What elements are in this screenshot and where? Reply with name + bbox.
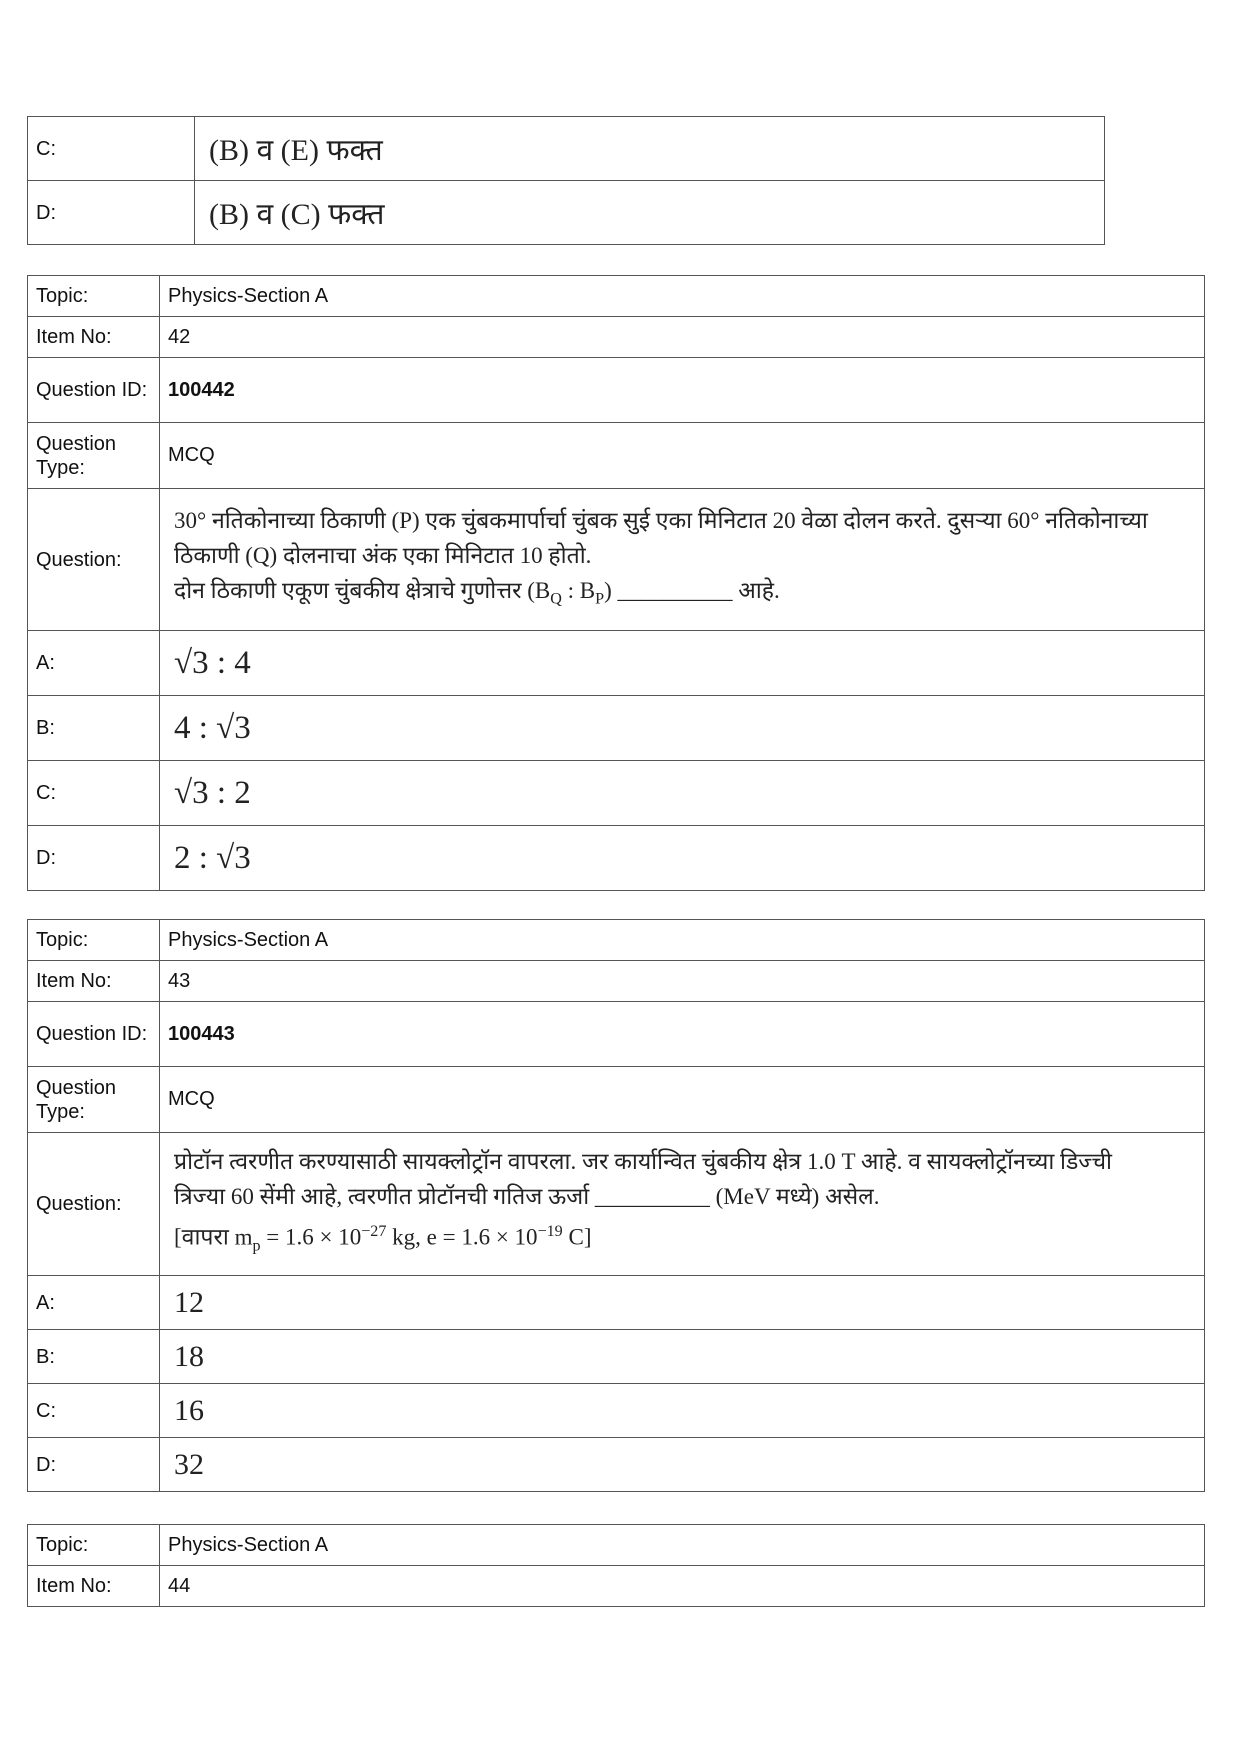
- question-line-3: [174, 573, 1196, 617]
- question-44-table: [27, 1524, 1205, 1607]
- question-id-label: Question ID:: [28, 358, 160, 423]
- question-id-label: Question ID:: [28, 1002, 160, 1067]
- question-line-3-pre: दोन ठिकाणी एकूण चुंबकीय क्षेत्राचे गुणोत्तर (B: [174, 577, 551, 603]
- option-d-label: D:: [28, 1438, 160, 1492]
- superscript-exponent-1: −27: [361, 1223, 387, 1241]
- option-b-text: 18: [160, 1330, 1205, 1384]
- option-row-c: [28, 1384, 1205, 1438]
- question-line-3-mid: : B: [561, 577, 596, 603]
- question-43-table: [27, 919, 1205, 1492]
- option-row-d: [28, 181, 1105, 245]
- option-c-text: 16: [160, 1384, 1205, 1438]
- option-label: D:: [28, 181, 195, 245]
- option-row-d: [28, 1438, 1205, 1492]
- superscript-exponent-2: −19: [537, 1223, 563, 1241]
- question-row: [28, 489, 1205, 631]
- question-line-1: 30° नतिकोनाच्या ठिकाणी (P) एक चुंबकमार्पार्चा चुंबक सुई एका मिनिटात 20 वेळा दोलन करते. दुसऱ्या 60° नतिकोनाच्या: [174, 507, 1148, 533]
- question-label: Question:: [28, 489, 160, 631]
- option-text: (B) व (E) फक्त: [195, 117, 1105, 181]
- topic-value: Physics-Section A: [160, 920, 1205, 961]
- option-b-label: B:: [28, 696, 160, 761]
- question-type-label: Question Type:: [28, 1067, 160, 1133]
- item-no-label: Item No:: [28, 961, 160, 1002]
- question-line-1: प्रोटॉन त्वरणीत करण्यासाठी सायक्लोट्रॉन वापरला. जर कार्यान्वित चुंबकीय क्षेत्र 1.0 T आहे. व सायक्लोट्रॉनच्या डिज्ची: [174, 1149, 1113, 1175]
- topic-value: Physics-Section A: [160, 276, 1205, 317]
- option-row-a: [28, 1276, 1205, 1330]
- item-no-label: Item No:: [28, 1566, 160, 1607]
- prev-question-options-table: [27, 116, 1105, 245]
- topic-row: [28, 276, 1205, 317]
- question-type-row: [28, 423, 1205, 489]
- option-row-c: [28, 117, 1105, 181]
- question-row: [28, 1133, 1205, 1276]
- item-no-row: [28, 317, 1205, 358]
- option-a-text: 12: [160, 1276, 1205, 1330]
- option-row-c: [28, 761, 1205, 826]
- question-id-row: [28, 1002, 1205, 1067]
- topic-row: [28, 1525, 1205, 1566]
- topic-label: Topic:: [28, 1525, 160, 1566]
- question-line-3-mid: = 1.6 × 10: [260, 1225, 362, 1251]
- question-type-row: [28, 1067, 1205, 1133]
- question-line-3: [174, 1214, 1196, 1263]
- topic-value: Physics-Section A: [160, 1525, 1205, 1566]
- option-d-text: 32: [160, 1438, 1205, 1492]
- option-c-text: √3 : 2: [160, 761, 1205, 826]
- option-b-label: B:: [28, 1330, 160, 1384]
- question-type-value: MCQ: [160, 423, 1205, 489]
- option-label: C:: [28, 117, 195, 181]
- option-text: (B) व (C) फक्त: [195, 181, 1105, 245]
- question-label: Question:: [28, 1133, 160, 1276]
- item-no-label: Item No:: [28, 317, 160, 358]
- question-line-3-post: C]: [562, 1225, 592, 1251]
- option-c-label: C:: [28, 1384, 160, 1438]
- item-no-value: 44: [160, 1566, 1205, 1607]
- item-no-row: [28, 961, 1205, 1002]
- option-row-b: [28, 696, 1205, 761]
- topic-row: [28, 920, 1205, 961]
- topic-label: Topic:: [28, 920, 160, 961]
- option-row-d: [28, 826, 1205, 891]
- topic-label: Topic:: [28, 276, 160, 317]
- question-id-value: 100443: [160, 1002, 1205, 1067]
- item-no-row: [28, 1566, 1205, 1607]
- question-line-2: त्रिज्या 60 सेंमी आहे, त्वरणीत प्रोटॉनची गतिज ऊर्जा __________ (MeV मध्ये) असेल.: [174, 1184, 880, 1210]
- option-c-label: C:: [28, 761, 160, 826]
- question-line-3-pre: [वापरा m: [174, 1225, 253, 1251]
- option-a-label: A:: [28, 631, 160, 696]
- option-a-label: A:: [28, 1276, 160, 1330]
- question-42-table: [27, 275, 1205, 891]
- item-no-value: 43: [160, 961, 1205, 1002]
- option-row-a: [28, 631, 1205, 696]
- option-d-label: D:: [28, 826, 160, 891]
- subscript-p: P: [595, 590, 605, 608]
- question-line-3-mid2: kg, e = 1.6 × 10: [386, 1225, 538, 1251]
- question-line-3-post: ) __________ आहे.: [604, 577, 780, 603]
- question-text: [160, 489, 1205, 631]
- question-line-2: ठिकाणी (Q) दोलनाचा अंक एका मिनिटात 10 होतो.: [174, 542, 592, 568]
- question-id-value: 100442: [160, 358, 1205, 423]
- question-type-value: MCQ: [160, 1067, 1205, 1133]
- question-type-label: Question Type:: [28, 423, 160, 489]
- subscript-p: p: [252, 1237, 261, 1255]
- question-id-row: [28, 358, 1205, 423]
- question-text: [160, 1133, 1205, 1276]
- item-no-value: 42: [160, 317, 1205, 358]
- option-d-text: 2 : √3: [160, 826, 1205, 891]
- option-a-text: √3 : 4: [160, 631, 1205, 696]
- option-row-b: [28, 1330, 1205, 1384]
- option-b-text: 4 : √3: [160, 696, 1205, 761]
- subscript-q: Q: [550, 590, 562, 608]
